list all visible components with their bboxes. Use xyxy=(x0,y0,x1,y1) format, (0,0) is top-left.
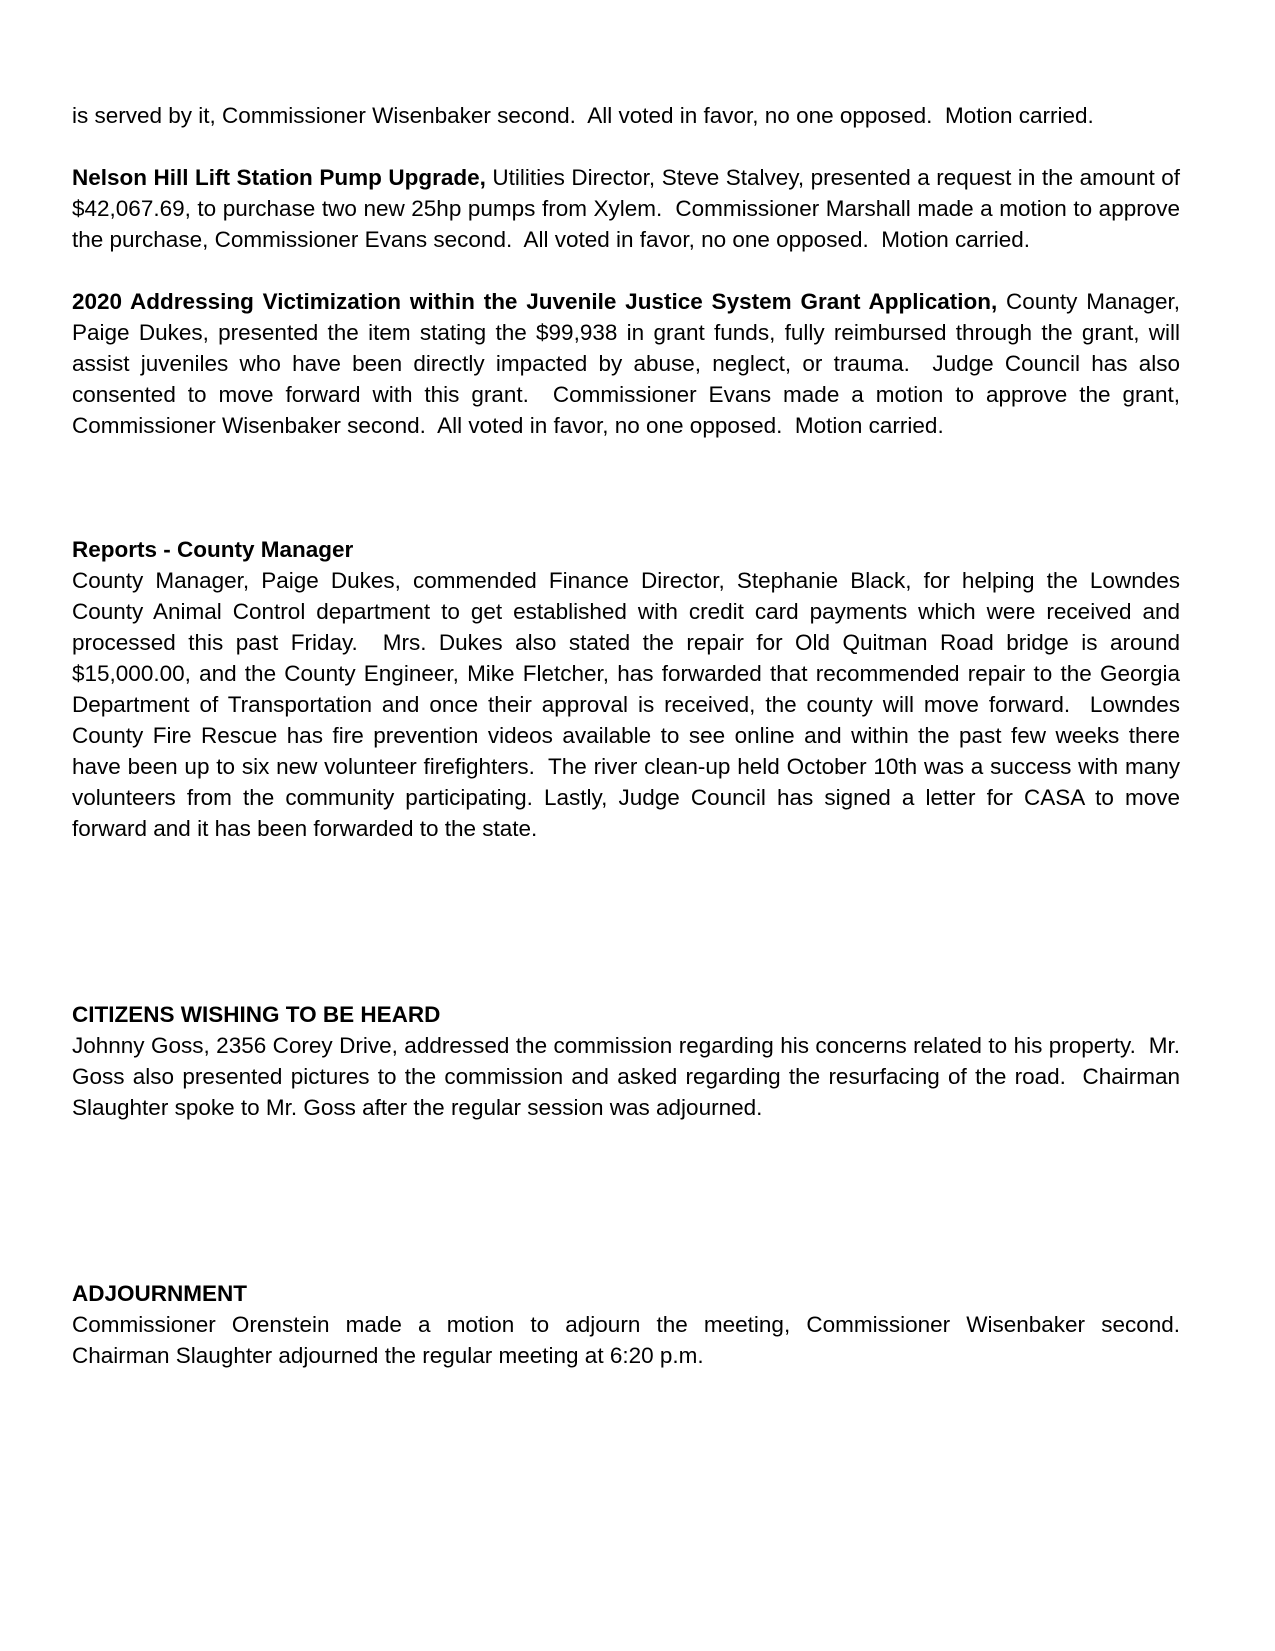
paragraph-lead-bold: Nelson Hill Lift Station Pump Upgrade, xyxy=(72,165,486,190)
paragraph-text: is served by it, Commissioner Wisenbaker second. All voted in favor, no one opposed. Motion carried. xyxy=(72,103,1094,128)
section-heading: CITIZENS WISHING TO BE HEARD xyxy=(72,1002,441,1027)
section-adjournment xyxy=(72,1216,1193,1433)
section-citizens-wishing-to-be-heard xyxy=(72,937,1187,1185)
paragraph-nelson-hill-lift-station xyxy=(72,162,1187,255)
paragraph-2020-grant-application xyxy=(72,286,1187,441)
section-reports-county-manager xyxy=(72,472,1187,906)
section-heading: Reports - County Manager xyxy=(72,537,354,562)
paragraph-text: Johnny Goss, 2356 Corey Drive, addressed the commission regarding his concerns related to his property. Mr. Goss also presented pictures to the commission and asked regarding the resurfacing of the road. Chairman Slaughter spoke to Mr. Goss after the regular session was adjourned. xyxy=(72,1033,1187,1120)
paragraph-text: Commissioner Orenstein made a motion to adjourn the meeting, Commissioner Wisenbaker second. Chairman Slaughter adjourned the regular meeting at 6:20 p.m. xyxy=(72,1312,1193,1368)
paragraph-text: County Manager, Paige Dukes, commended Finance Director, Stephanie Black, for helping the Lowndes County Animal Control department to get established with credit card payments which were received and processed this past Friday. Mrs. Dukes also stated the repair for Old Quitman Road bridge is around $15,000.00, and the County Engineer, Mike Fletcher, has forwarded that recommended repair to the Georgia Department of Transportation and once their approval is received, the county will move forward. Lowndes County Fire Rescue has fire prevention videos available to see online and within the past few weeks there have been up to six new volunteer firefighters. The river clean-up held October 10th was a success with many volunteers from the community participating. Lastly, Judge Council has signed a letter for CASA to move forward and it has been forwarded to the state. xyxy=(72,568,1187,841)
paragraph-motion-carried-continuation xyxy=(72,100,1180,131)
paragraph-text: Utilities Director, Steve Stalvey, presented a request in the amount of $42,067.69, to purchase two new 25hp pumps from Xylem. Commissioner Marshall made a motion to approve the purchase, Commissioner Evans second. All voted in favor, no one opposed. Motion carried. xyxy=(72,165,1187,252)
paragraph-lead-bold: 2020 Addressing Victimization within the Juvenile Justice System Grant Application, xyxy=(72,289,998,314)
section-heading: ADJOURNMENT xyxy=(72,1281,248,1306)
paragraph-text: County Manager, Paige Dukes, presented the item stating the $99,938 in grant funds, fully reimbursed through the grant, will assist juveniles who have been directly impacted by abuse, neglect, or trauma. Judge Council has also consented to move forward with this grant. Commissioner Evans made a motion to approve the grant, Commissioner Wisenbaker second. All voted in favor, no one opposed. Motion carried. xyxy=(72,289,1187,438)
